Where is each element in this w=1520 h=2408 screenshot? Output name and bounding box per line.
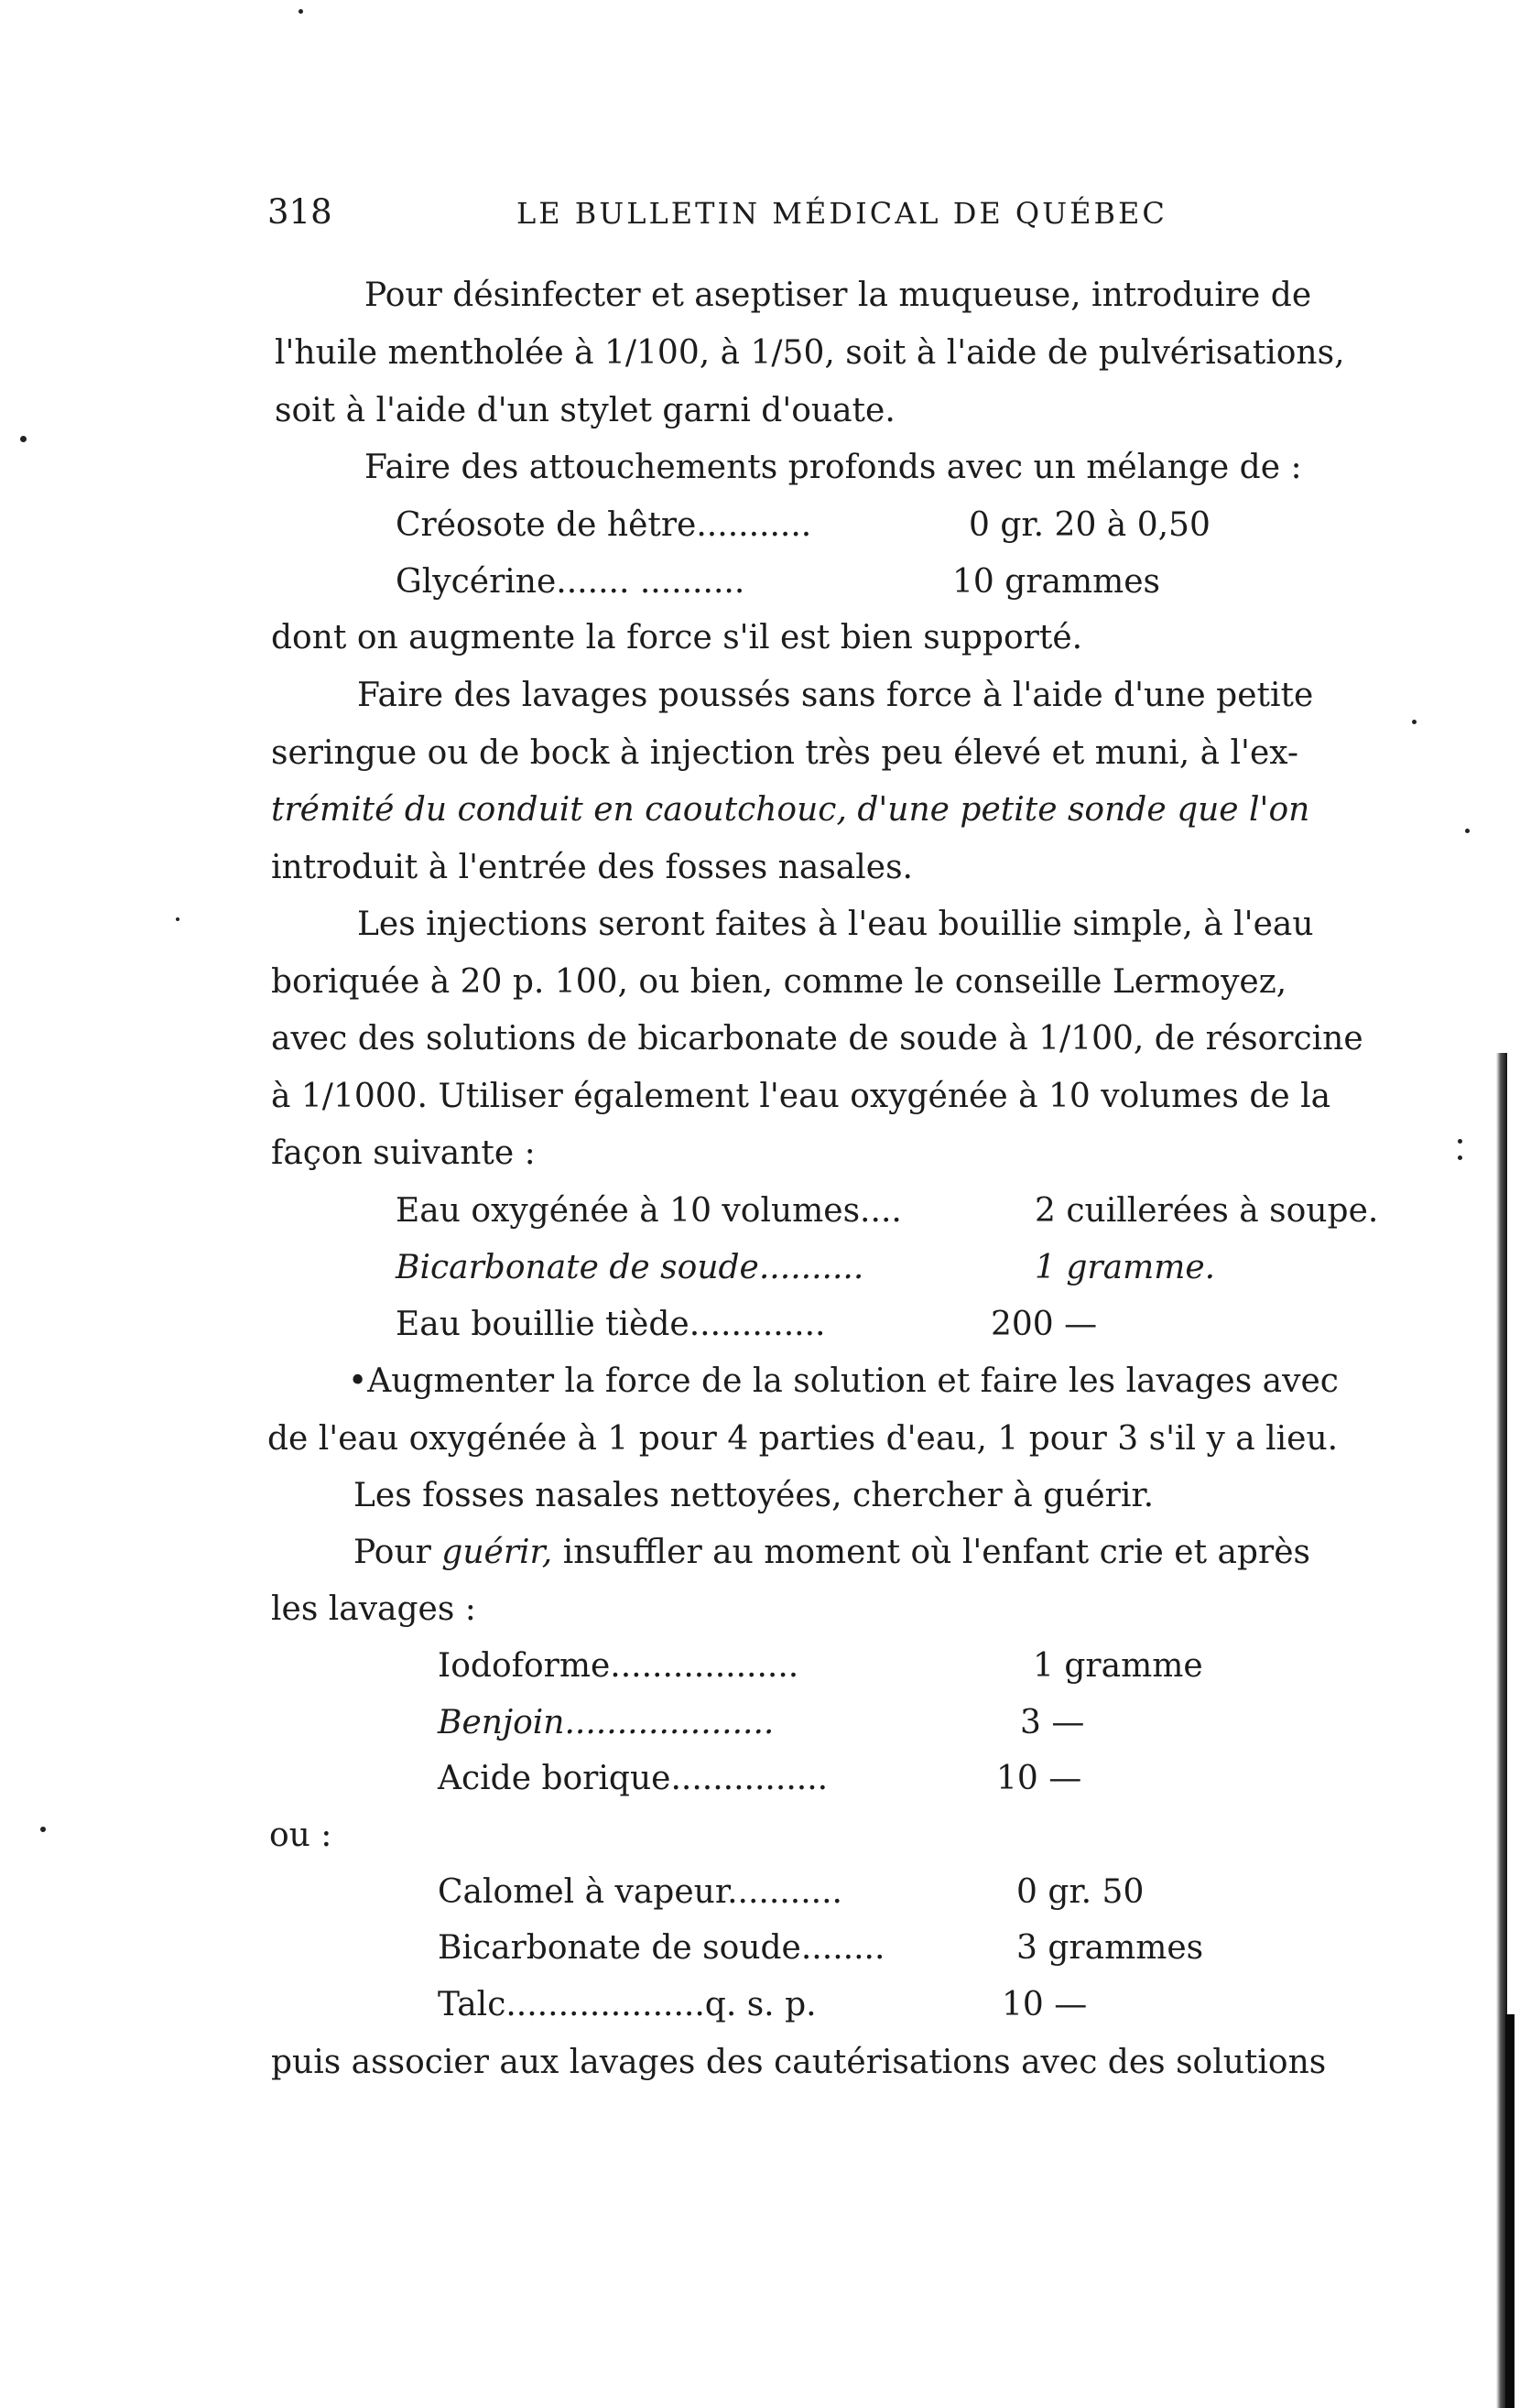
- ingredient-quantity: 3 grammes: [1016, 1929, 1204, 1967]
- ingredient-name: Glycérine....... ..........: [396, 563, 745, 601]
- ingredient-name: Calomel à vapeur...........: [438, 1873, 842, 1911]
- text-fragment: insuffler au moment où l'enfant crie et après: [552, 1534, 1310, 1571]
- paragraph-attouchements: Faire des attouchements profonds avec un mélange de :: [364, 449, 1302, 486]
- text-line: à 1/1000. Utiliser également l'eau oxygénée à 10 volumes de la: [271, 1078, 1331, 1115]
- ingredient-name: Eau oxygénée à 10 volumes....: [396, 1192, 902, 1230]
- ingredient-name: Talc...................q. s. p.: [438, 1986, 817, 2023]
- text-line: façon suivante :: [271, 1134, 536, 1172]
- scan-speck: [1465, 829, 1470, 833]
- ingredient-quantity: 3 —: [1020, 1704, 1085, 1741]
- text-line: de l'eau oxygénée à 1 pour 4 parties d'eau, 1 pour 3 s'il y a lieu.: [267, 1420, 1339, 1458]
- text-line: soit à l'aide d'un stylet garni d'ouate.: [275, 392, 896, 429]
- text-line: l'huile mentholée à 1/100, à 1/50, soit à l'aide de pulvérisations,: [275, 334, 1345, 372]
- page-number: 318: [267, 192, 332, 232]
- page-header: [267, 192, 1384, 244]
- ingredient-quantity: 1 gramme: [1033, 1647, 1203, 1685]
- scan-speck: [1412, 720, 1417, 724]
- ingredient-name: Benjoin....................: [438, 1704, 775, 1741]
- text-line: introduit à l'entrée des fosses nasales.: [271, 849, 913, 886]
- text-fragment: Pour: [353, 1534, 442, 1571]
- text-line: [353, 1532, 1310, 1574]
- text-line: •Augmenter la force de la solution et faire les lavages avec: [348, 1362, 1339, 1400]
- ingredient-quantity: 2 cuillerées à soupe.: [1035, 1192, 1379, 1230]
- text-line: Faire des lavages poussés sans force à l'aide d'une petite: [357, 677, 1314, 714]
- text-line: trémité du conduit en caoutchouc, d'une petite sonde que l'on: [271, 791, 1310, 829]
- text-line: seringue ou de bock à injection très peu élevé et muni, à l'ex-: [271, 734, 1299, 772]
- scan-speck: [20, 436, 27, 442]
- paragraph-force: dont on augmente la force s'il est bien supporté.: [271, 619, 1083, 656]
- ingredient-name: Bicarbonate de soude..........: [396, 1249, 864, 1286]
- scan-speck: [299, 9, 303, 14]
- ingredient-name: Eau bouillie tiède.............: [396, 1306, 826, 1343]
- ingredient-quantity: 200 —: [991, 1306, 1098, 1343]
- text-line: avec des solutions de bicarbonate de soude à 1/100, de résorcine: [271, 1020, 1363, 1058]
- ingredient-quantity: 1 gramme.: [1035, 1249, 1216, 1286]
- ingredient-quantity: 10 —: [1002, 1986, 1088, 2023]
- ingredient-quantity: 0 gr. 20 à 0,50: [969, 506, 1211, 544]
- text-or: ou :: [269, 1817, 332, 1854]
- text-line: Les injections seront faites à l'eau bouillie simple, à l'eau: [357, 906, 1314, 943]
- scan-speck: [40, 1827, 46, 1832]
- ingredient-quantity: 0 gr. 50: [1016, 1873, 1145, 1911]
- scan-border: [1505, 2014, 1515, 2408]
- paragraph-cauterisations: puis associer aux lavages des cautérisations avec des solutions: [271, 2044, 1327, 2081]
- ingredient-quantity: 10 —: [996, 1760, 1082, 1797]
- running-title: LE BULLETIN MÉDICAL DE QUÉBEC: [516, 196, 1167, 231]
- text-line: boriquée à 20 p. 100, ou bien, comme le conseille Lermoyez,: [271, 963, 1287, 1001]
- scan-speck: [176, 917, 179, 921]
- scan-speck: [1458, 1139, 1462, 1144]
- ingredient-name: Bicarbonate de soude........: [438, 1929, 885, 1967]
- scan-speck: [1458, 1155, 1462, 1160]
- text-line: Pour désinfecter et aseptiser la muqueuse, introduire de: [364, 277, 1312, 314]
- ingredient-name: Acide borique...............: [438, 1760, 829, 1797]
- paragraph-nettoyees: Les fosses nasales nettoyées, chercher à guérir.: [353, 1477, 1155, 1514]
- ingredient-name: Iodoforme..................: [438, 1647, 799, 1685]
- ingredient-quantity: 10 grammes: [952, 563, 1161, 601]
- text-line: les lavages :: [271, 1590, 476, 1628]
- emphasis-guerir: guérir,: [441, 1534, 553, 1571]
- ingredient-name: Créosote de hêtre...........: [396, 506, 812, 544]
